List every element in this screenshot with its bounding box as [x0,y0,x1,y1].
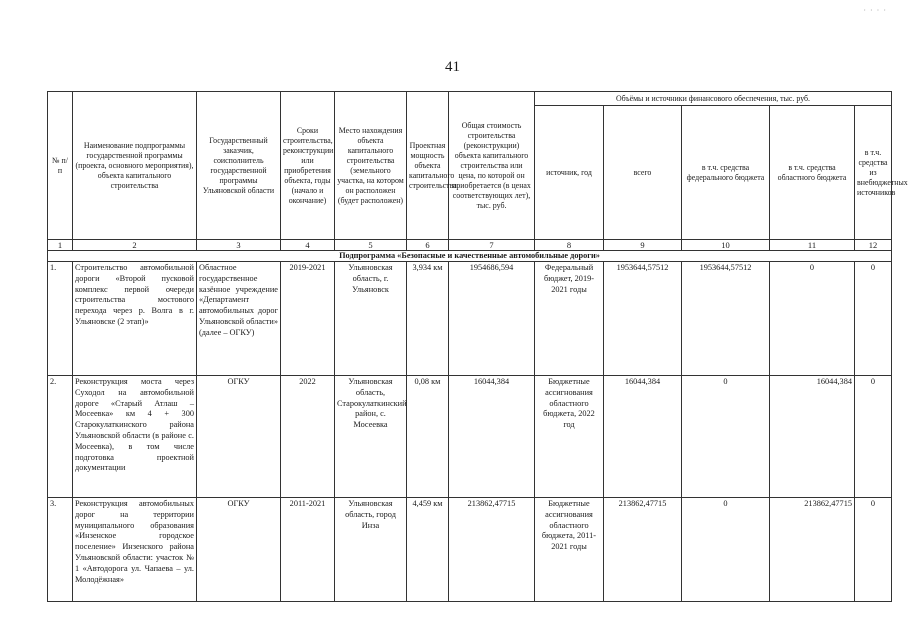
header-federal: в т.ч. средства федерального бюджета [682,106,770,240]
extrabudgetary-funding: 0 [855,376,892,498]
row-number: 2. [48,376,73,498]
period: 2011-2021 [281,498,335,602]
header-source: источник, год [535,106,604,240]
funding-source: Бюджетные ассигнования областного бюджета, 2022 год [535,376,604,498]
column-number-row [48,240,892,251]
header-extrabudgetary: в т.ч. средства из внебюджетных источников [855,106,892,240]
column-number: 8 [535,240,604,251]
column-number: 3 [197,240,281,251]
header-total: всего [604,106,682,240]
row-number: 3. [48,498,73,602]
section-title: Подпрограмма «Безопасные и качественные автомобильные дороги» [48,251,892,262]
total-cost: 1954686,594 [449,262,535,376]
column-number: 4 [281,240,335,251]
column-number: 12 [855,240,892,251]
customer: ОГКУ [197,498,281,602]
column-number: 1 [48,240,73,251]
column-number: 7 [449,240,535,251]
regional-funding: 16044,384 [770,376,855,498]
scan-edge-mark: · · · · [863,6,887,15]
period: 2019-2021 [281,262,335,376]
header-row-top [48,92,892,106]
column-number: 10 [682,240,770,251]
header-financing-group: Объёмы и источники финансового обеспечения, тыс. руб. [535,92,892,106]
object-name: Строительство автомобильной дороги «Второй пусковой комплекс первой очереди строительства мостового перехода через р. Волга в г. Ульяновске (2 этап)» [73,262,197,376]
regional-funding: 213862,47715 [770,498,855,602]
capacity: 3,934 км [407,262,449,376]
table-row [48,498,892,602]
federal-funding: 0 [682,498,770,602]
customer: Областное государственное казённое учреждение «Департамент автомобильных дорог Ульяновской области» (далее – ОГКУ) [197,262,281,376]
column-number: 6 [407,240,449,251]
column-number: 5 [335,240,407,251]
location: Ульяновская область, город Инза [335,498,407,602]
total-funding: 1953644,57512 [604,262,682,376]
capital-construction-table [47,91,908,602]
location: Ульяновская область, г. Ульяновск [335,262,407,376]
federal-funding: 1953644,57512 [682,262,770,376]
total-funding: 16044,384 [604,376,682,498]
section-row [48,251,892,262]
customer: ОГКУ [197,376,281,498]
column-number: 11 [770,240,855,251]
header-customer: Государственный заказчик, соисполнитель государственной программы Ульяновской области [197,92,281,240]
row-number: 1. [48,262,73,376]
header-name: Наименование подпрограммы государственной программы (проекта, основного мероприятия), объекта капитального строительства [73,92,197,240]
extrabudgetary-funding: 0 [855,498,892,602]
table-row [48,262,892,376]
header-cost: Общая стоимость строительства (реконструкции) объекта капитального строительства или цена, по которой он приобретается (в ценах соответствующих лет), тыс. руб. [449,92,535,240]
capacity: 0,08 км [407,376,449,498]
funding-source: Бюджетные ассигнования областного бюджета, 2011-2021 годы [535,498,604,602]
location: Ульяновская область, Старокулаткинский район, с. Мосеевка [335,376,407,498]
regional-funding: 0 [770,262,855,376]
header-number: № п/п [48,92,73,240]
extrabudgetary-funding: 0 [855,262,892,376]
total-cost: 16044,384 [449,376,535,498]
capacity: 4,459 км [407,498,449,602]
object-name: Реконструкция автомобильных дорог на территории муниципального образования «Инзенское городское поселение» Инзенского района Ульяновской области: участок № 1 «Автодорога ул. Чапаева – ул. Молодёжная» [73,498,197,602]
header-regional: в т.ч. средства областного бюджета [770,106,855,240]
table-row [48,376,892,498]
funding-source: Федеральный бюджет, 2019-2021 годы [535,262,604,376]
header-location: Место нахождения объекта капитального строительства (земельного участка, на котором он расположен (будет расположен) [335,92,407,240]
column-number: 9 [604,240,682,251]
total-cost: 213862,47715 [449,498,535,602]
header-capacity: Проектная мощность объекта капитального строительства [407,92,449,240]
column-number: 2 [73,240,197,251]
header-period: Сроки строительства, реконструкции или приобретения объекта, годы (начало и окончание) [281,92,335,240]
object-name: Реконструкция моста через Суходол на автомобильной дороге «Старый Атлаш – Мосеевка» км 4 + 300 Старокулаткинского района Ульяновской области (в районе с. Мосеевка), в том числе подготовка проектной документации [73,376,197,498]
federal-funding: 0 [682,376,770,498]
total-funding: 213862,47715 [604,498,682,602]
page-number: 41 [445,59,460,75]
period: 2022 [281,376,335,498]
